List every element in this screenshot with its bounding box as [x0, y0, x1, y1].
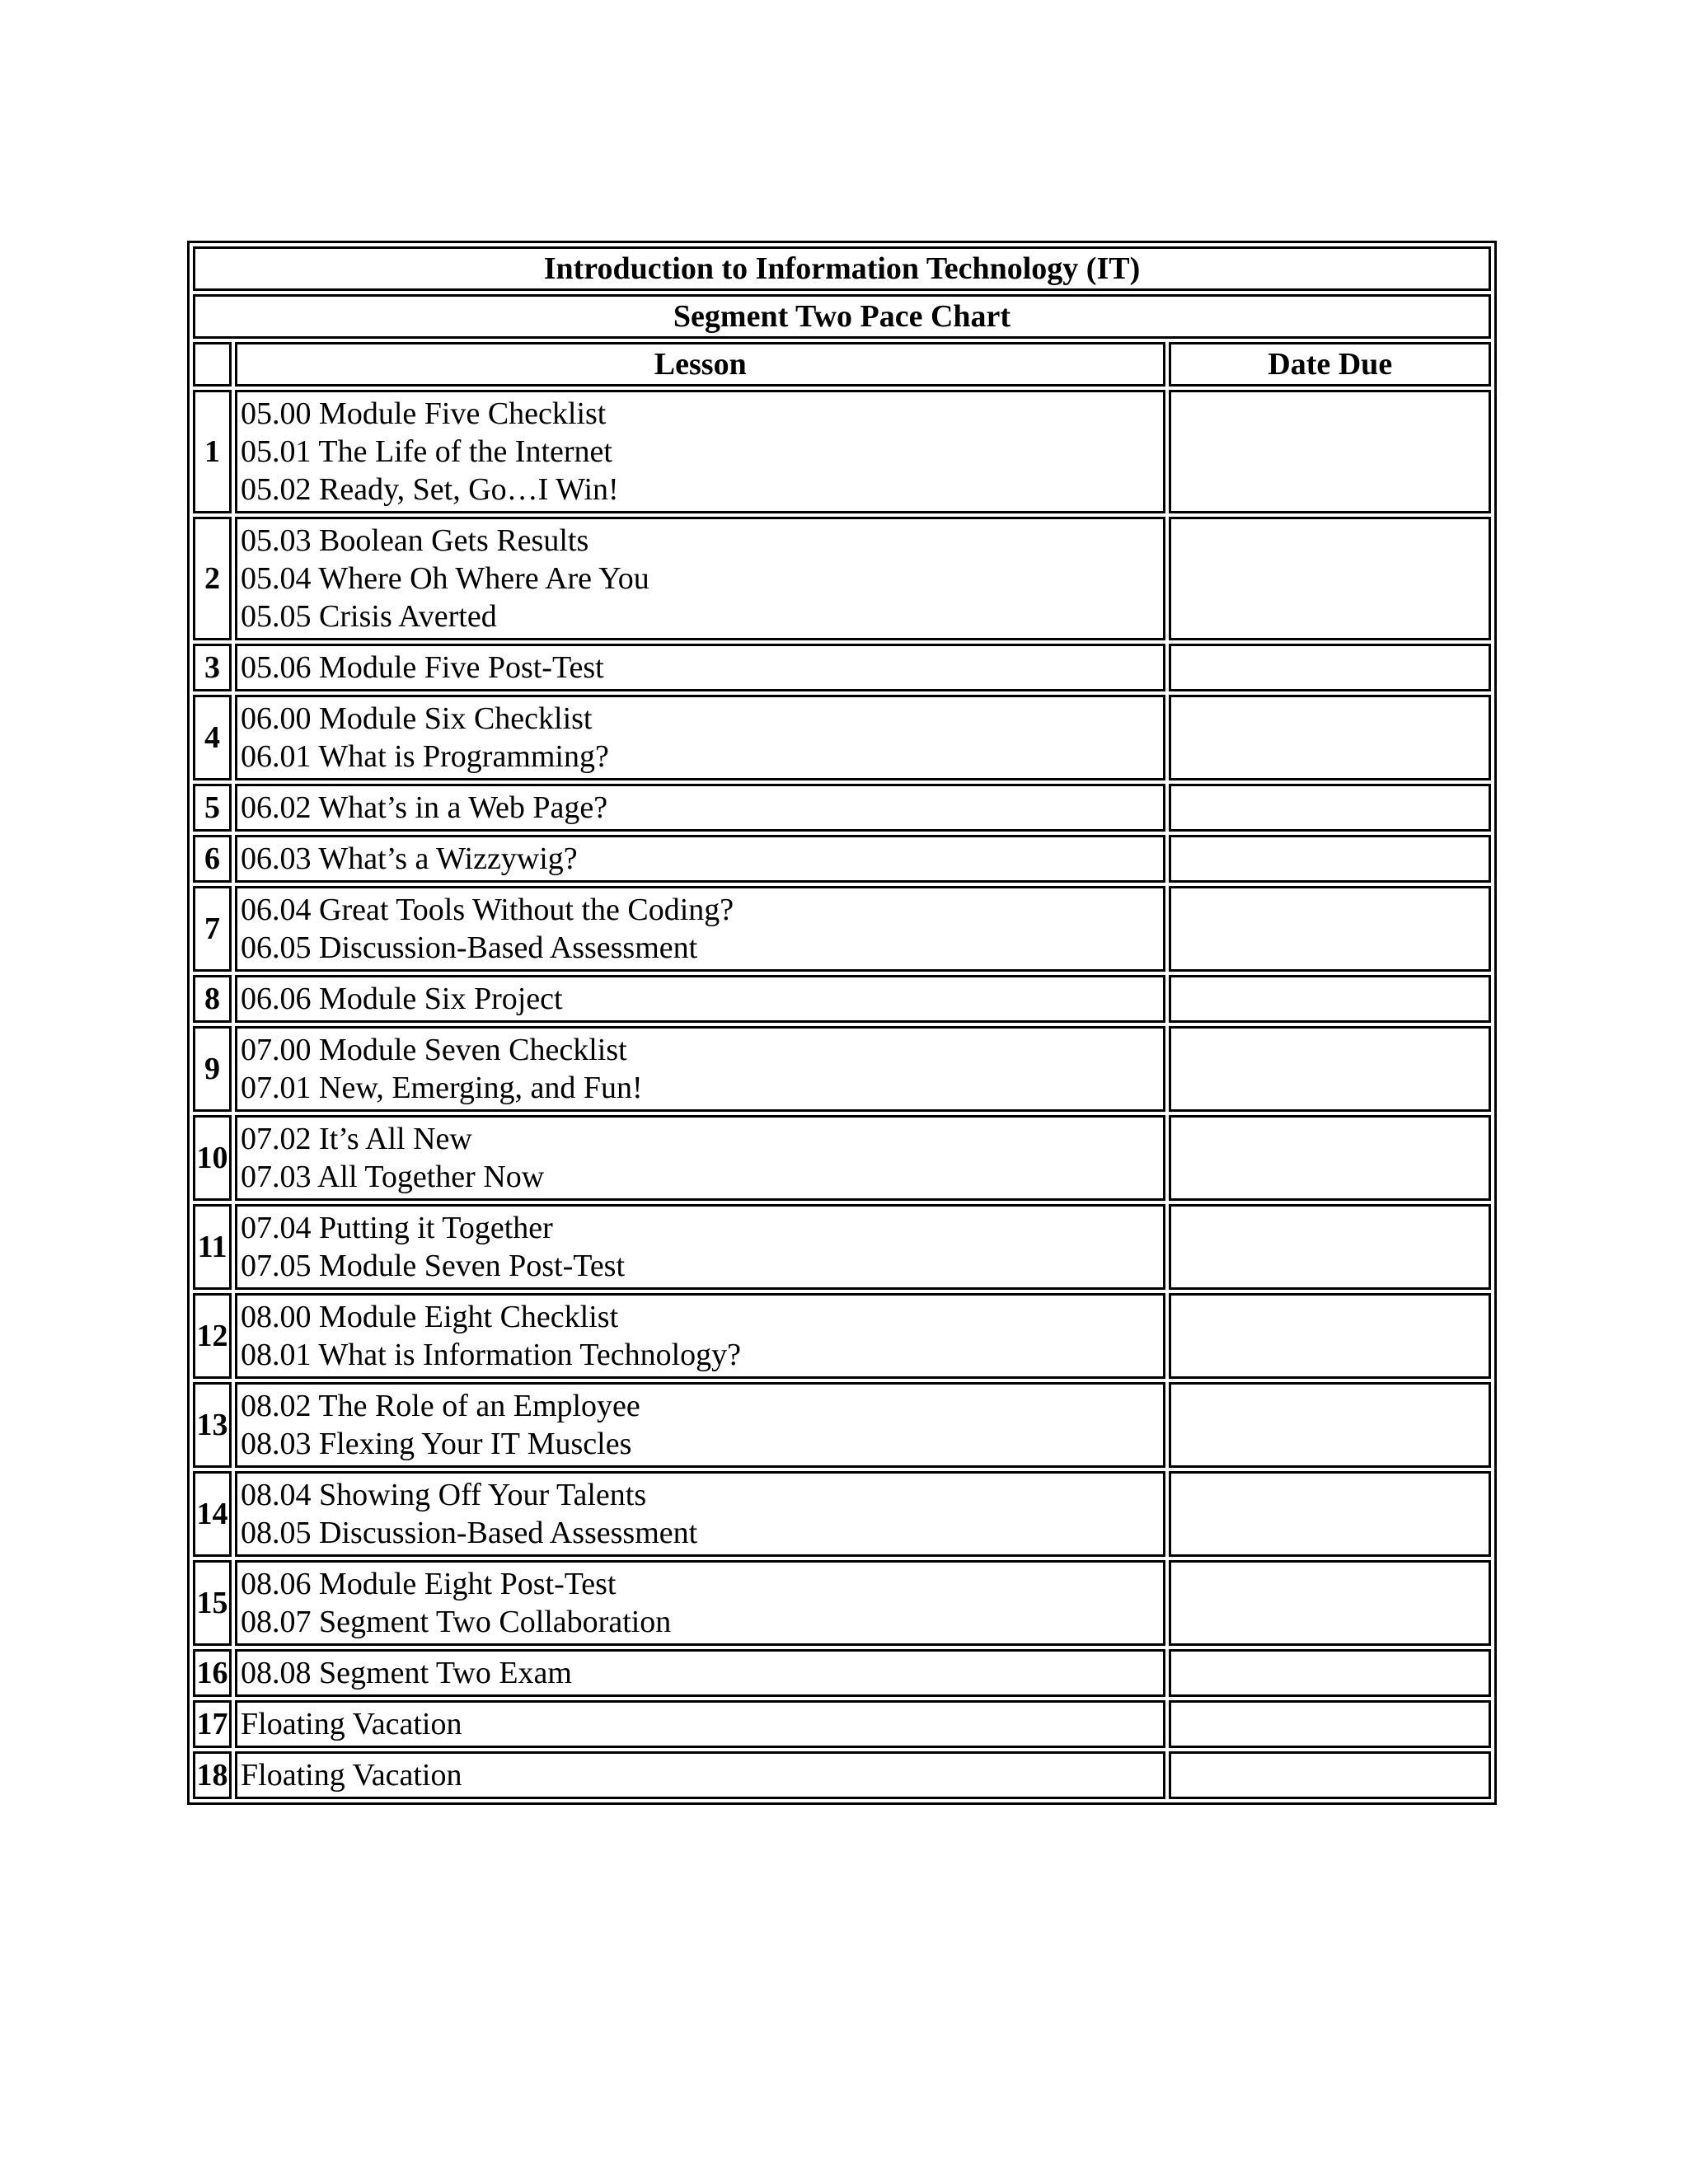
date-due-cell[interactable]	[1169, 1471, 1491, 1557]
date-due-cell[interactable]	[1169, 517, 1491, 640]
date-due-cell[interactable]	[1169, 784, 1491, 832]
row-number: 6	[193, 835, 232, 883]
number-column-header	[193, 342, 232, 387]
lesson-item: 07.02 It’s All New	[241, 1122, 472, 1156]
table-row	[193, 975, 1491, 1023]
table-row	[193, 644, 1491, 691]
lesson-cell	[235, 1204, 1165, 1290]
lesson-cell	[235, 644, 1165, 691]
row-number: 5	[193, 784, 232, 832]
table-row	[193, 1751, 1491, 1799]
date-due-cell[interactable]	[1169, 1649, 1491, 1697]
date-due-column-header: Date Due	[1169, 342, 1491, 387]
lesson-item: 07.00 Module Seven Checklist	[241, 1033, 627, 1067]
lesson-cell	[235, 1751, 1165, 1799]
lesson-item: Floating Vacation	[241, 1758, 462, 1793]
lesson-cell	[235, 835, 1165, 883]
lesson-item: 06.00 Module Six Checklist	[241, 701, 593, 736]
lesson-cell	[235, 390, 1165, 513]
date-due-cell[interactable]	[1169, 1293, 1491, 1379]
lesson-item: 05.01 The Life of the Internet	[241, 434, 612, 469]
lesson-item: 07.01 New, Emerging, and Fun!	[241, 1071, 643, 1105]
lesson-cell	[235, 975, 1165, 1023]
lesson-item: 06.06 Module Six Project	[241, 982, 563, 1016]
row-number: 13	[193, 1382, 232, 1468]
row-number: 9	[193, 1026, 232, 1112]
date-due-cell[interactable]	[1169, 644, 1491, 691]
subtitle-row	[193, 294, 1491, 339]
table-row	[193, 695, 1491, 780]
row-number: 12	[193, 1293, 232, 1379]
date-due-cell[interactable]	[1169, 1382, 1491, 1468]
date-due-cell[interactable]	[1169, 975, 1491, 1023]
lesson-item: 07.03 All Together Now	[241, 1160, 545, 1194]
lesson-cell	[235, 784, 1165, 832]
table-row	[193, 1115, 1491, 1201]
lesson-item: 07.05 Module Seven Post-Test	[241, 1249, 626, 1283]
row-number: 4	[193, 695, 232, 780]
date-due-cell[interactable]	[1169, 390, 1491, 513]
pace-chart-table	[187, 241, 1497, 1805]
lesson-item: 05.03 Boolean Gets Results	[241, 523, 589, 558]
table-row	[193, 390, 1491, 513]
table-row	[193, 835, 1491, 883]
lesson-item: 08.02 The Role of an Employee	[241, 1389, 640, 1423]
row-number: 15	[193, 1560, 232, 1646]
lesson-item: 06.01 What is Programming?	[241, 739, 609, 774]
lesson-item: 05.02 Ready, Set, Go…I Win!	[241, 472, 619, 507]
lesson-item: 06.04 Great Tools Without the Coding?	[241, 893, 734, 927]
lesson-item: 08.04 Showing Off Your Talents	[241, 1478, 647, 1512]
lesson-cell	[235, 1026, 1165, 1112]
row-number: 16	[193, 1649, 232, 1697]
row-number: 1	[193, 390, 232, 513]
table-row	[193, 784, 1491, 832]
lesson-cell	[235, 1700, 1165, 1748]
table-row	[193, 1026, 1491, 1112]
lesson-cell	[235, 1560, 1165, 1646]
lesson-item: 05.00 Module Five Checklist	[241, 396, 607, 431]
date-due-cell[interactable]	[1169, 1560, 1491, 1646]
lesson-cell	[235, 1382, 1165, 1468]
row-number: 18	[193, 1751, 232, 1799]
date-due-cell[interactable]	[1169, 835, 1491, 883]
lesson-cell	[235, 1649, 1165, 1697]
row-number: 14	[193, 1471, 232, 1557]
lesson-item: 08.01 What is Information Technology?	[241, 1338, 742, 1372]
table-row	[193, 1471, 1491, 1557]
table-row	[193, 1204, 1491, 1290]
lesson-item: 08.05 Discussion-Based Assessment	[241, 1516, 698, 1550]
lesson-cell	[235, 695, 1165, 780]
date-due-cell[interactable]	[1169, 886, 1491, 972]
date-due-cell[interactable]	[1169, 1204, 1491, 1290]
lesson-item: 05.04 Where Oh Where Are You	[241, 561, 649, 596]
document-title: Introduction to Information Technology (IT)	[193, 246, 1491, 291]
lesson-cell	[235, 517, 1165, 640]
lesson-cell	[235, 1115, 1165, 1201]
lesson-cell	[235, 886, 1165, 972]
title-row	[193, 246, 1491, 291]
document-subtitle: Segment Two Pace Chart	[193, 294, 1491, 339]
date-due-cell[interactable]	[1169, 1115, 1491, 1201]
lesson-item: Floating Vacation	[241, 1707, 462, 1741]
table-row	[193, 1649, 1491, 1697]
table-row	[193, 1700, 1491, 1748]
lesson-item: 05.05 Crisis Averted	[241, 599, 497, 634]
date-due-cell[interactable]	[1169, 1700, 1491, 1748]
lesson-item: 08.06 Module Eight Post-Test	[241, 1567, 617, 1601]
header-row	[193, 342, 1491, 387]
lesson-item: 08.03 Flexing Your IT Muscles	[241, 1427, 632, 1461]
lesson-item: 06.02 What’s in a Web Page?	[241, 790, 608, 825]
row-number: 7	[193, 886, 232, 972]
lesson-item: 08.00 Module Eight Checklist	[241, 1300, 619, 1334]
row-number: 3	[193, 644, 232, 691]
date-due-cell[interactable]	[1169, 1026, 1491, 1112]
table-row	[193, 1560, 1491, 1646]
lesson-item: 06.05 Discussion-Based Assessment	[241, 930, 698, 965]
lesson-item: 08.07 Segment Two Collaboration	[241, 1605, 672, 1639]
lesson-cell	[235, 1471, 1165, 1557]
table-row	[193, 886, 1491, 972]
row-number: 2	[193, 517, 232, 640]
lesson-item: 06.03 What’s a Wizzywig?	[241, 841, 578, 876]
table-row	[193, 1382, 1491, 1468]
lesson-item: 07.04 Putting it Together	[241, 1211, 553, 1245]
row-number: 17	[193, 1700, 232, 1748]
date-due-cell[interactable]	[1169, 695, 1491, 780]
lesson-column-header: Lesson	[235, 342, 1165, 387]
lesson-cell	[235, 1293, 1165, 1379]
date-due-cell[interactable]	[1169, 1751, 1491, 1799]
row-number: 11	[193, 1204, 232, 1290]
row-number: 8	[193, 975, 232, 1023]
row-number: 10	[193, 1115, 232, 1201]
table-row	[193, 517, 1491, 640]
table-row	[193, 1293, 1491, 1379]
lesson-item: 08.08 Segment Two Exam	[241, 1656, 572, 1690]
lesson-item: 05.06 Module Five Post-Test	[241, 650, 604, 685]
